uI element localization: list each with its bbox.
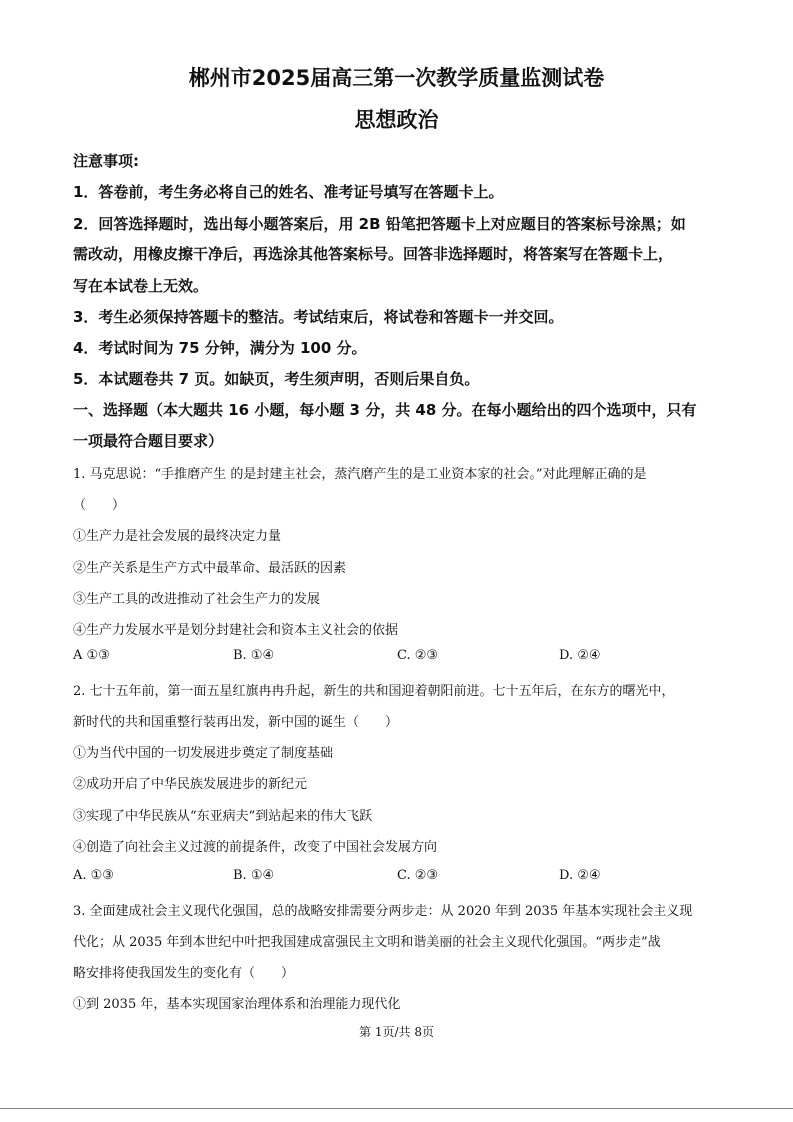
notice-heading: 注意事项:: [73, 152, 139, 170]
q3-stem-line-3: 略安排将使我国发生的变化有（ ）: [73, 966, 295, 981]
q2-item-1: ①为当代中国的一切发展进步奠定了制度基础: [73, 746, 334, 761]
q2-stem-line-2: 新时代的共和国重整行装再出发，新中国的诞生（ ）: [73, 715, 399, 730]
q1-stem-line-1: 1. 马克思说：“手推磨产生 的是封建主社会，蒸汽磨产生的是工业资本家的社会。”对此理解正确的是: [73, 467, 647, 482]
q2-item-4: ④创造了向社会主义过渡的前提条件，改变了中国社会发展方向: [73, 840, 438, 855]
q2-item-3: ③实现了中华民族从“东亚病夫”到站起来的伟大飞跃: [73, 809, 373, 824]
q1-option-d[interactable]: D. ②④: [559, 648, 601, 663]
notice-line-2: 2．回答选择题时，选出每小题答案后，用 2B 铅笔把答题卡上对应题目的答案标号涂黑；如: [73, 215, 686, 233]
notice-line-1: 1．答卷前，考生务必将自己的姓名、准考证号填写在答题卡上。: [73, 183, 504, 201]
q1-stem-line-2: （ ）: [73, 498, 126, 513]
q2-stem-line-1: 2. 七十五年前，第一面五星红旗冉冉升起，新生的共和国迎着朝阳前进。七十五年后，在东方的曙光中，: [73, 684, 675, 699]
q2-option-d[interactable]: D. ②④: [559, 868, 601, 883]
notice-line-6: 4．考试时间为 75 分钟，满分为 100 分。: [73, 339, 367, 357]
q1-item-4: ④生产力发展水平是划分封建社会和资本主义社会的依据: [73, 623, 399, 638]
notice-line-4: 写在本试卷上无效。: [73, 277, 209, 295]
q3-item-1: ①到 2035 年，基本实现国家治理体系和治理能力现代化: [73, 997, 401, 1012]
q1-item-2: ②生产关系是生产方式中最革命、最活跃的因素: [73, 561, 347, 576]
section-heading-line-2: 一项最符合题目要求）: [73, 432, 224, 450]
section-heading-line-1: 一、选择题（本大题共 16 小题，每小题 3 分，共 48 分。在每小题给出的四个选项中，只有: [73, 401, 697, 419]
q2-item-2: ②成功开启了中华民族发展进步的新纪元: [73, 777, 308, 792]
q1-option-b[interactable]: B. ①④: [233, 648, 275, 663]
notice-line-5: 3．考生必须保持答题卡的整洁。考试结束后，将试卷和答题卡一并交回。: [73, 308, 564, 326]
notice-line-7: 5．本试题卷共 7 页。如缺页，考生须声明，否则后果自负。: [73, 370, 480, 388]
q1-option-c[interactable]: C. ②③: [397, 648, 439, 663]
page-bottom-divider: [0, 1108, 793, 1109]
q3-stem-line-1: 3. 全面建成社会主义现代化强国，总的战略安排需要分两步走：从 2020 年到 2035 年基本实现社会主义现: [73, 904, 693, 919]
notice-line-3: 需改动，用橡皮擦干净后，再选涂其他答案标号。回答非选择题时，将答案写在答题卡上，: [73, 245, 674, 263]
q1-option-a[interactable]: A ①③: [73, 648, 110, 663]
q1-item-3: ③生产工具的改进推动了社会生产力的发展: [73, 592, 321, 607]
q2-option-c[interactable]: C. ②③: [397, 868, 439, 883]
subject-title: 思想政治: [354, 108, 439, 132]
exam-title: 郴州市2025届高三第一次教学质量监测试卷: [188, 66, 605, 90]
q2-option-a[interactable]: A. ①③: [73, 868, 114, 883]
q2-option-b[interactable]: B. ①④: [233, 868, 275, 883]
q1-item-1: ①生产力是社会发展的最终决定力量: [73, 529, 282, 544]
q3-stem-line-2: 代化；从 2035 年到本世纪中叶把我国建成富强民主文明和谐美丽的社会主义现代化强国。“两步走”战: [73, 935, 661, 950]
page-footer: 第 1页/共 8页: [359, 1025, 434, 1039]
